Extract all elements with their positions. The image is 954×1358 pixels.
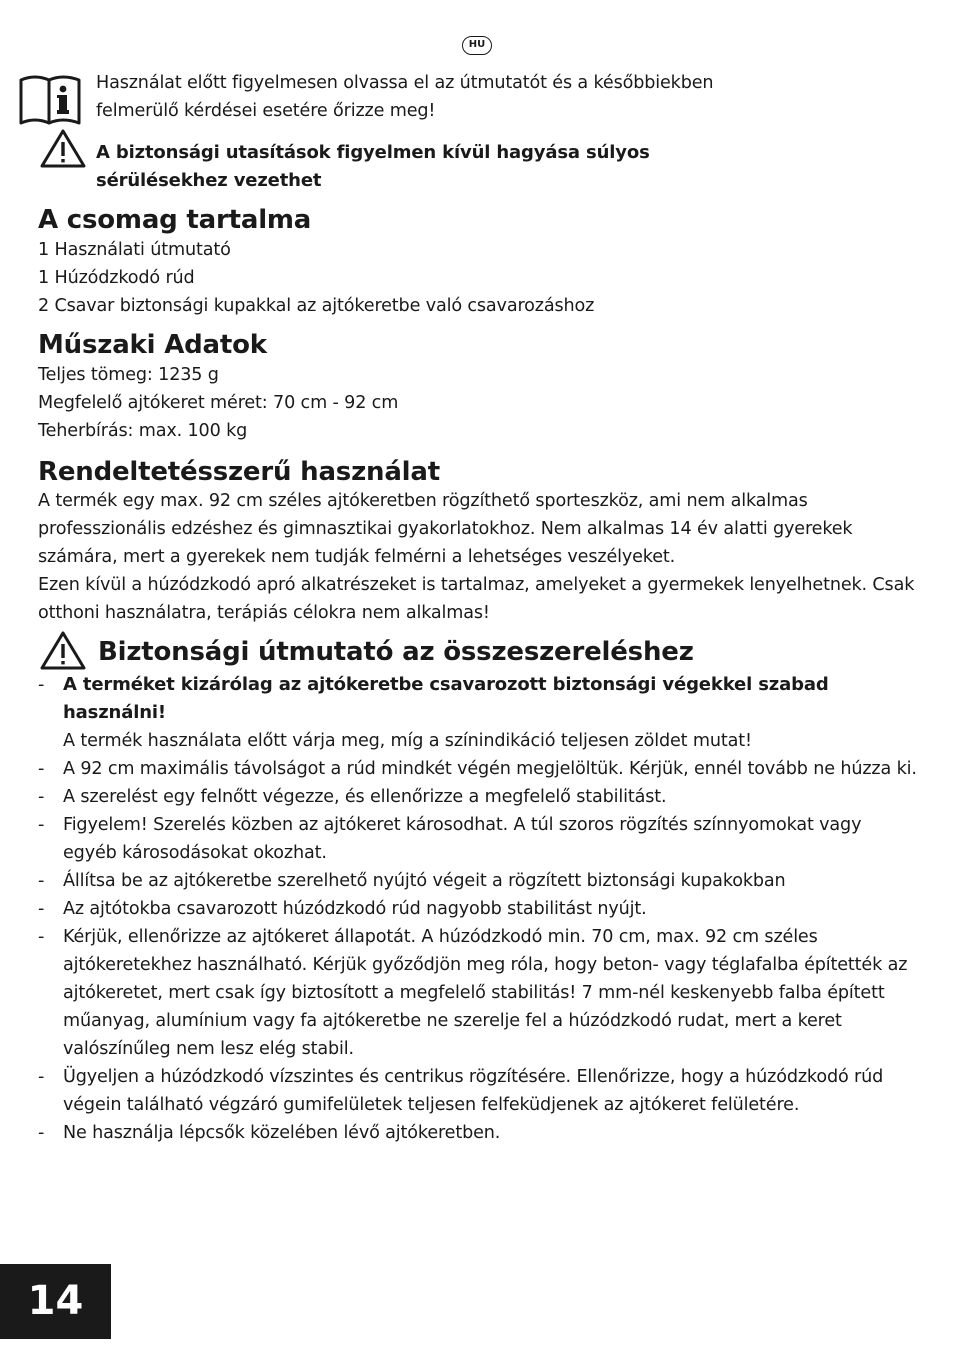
instruction-text: Kérjük, ellenőrizze az ajtókeret állapotát. A húzódzkodó min. 70 cm, max. 92 cm széles ajtókeretekhez használható. Kérjük győződjön meg róla, hogy beton- vagy téglafalba építették az ajtókeretet, mert csak így biztosított a megfelelő stabilitás! 7 mm-nél keskenyebb falba épített műanyag, alumínium vagy fa ajtókeretbe ne szerelje fel a húzódzkodó rudat, mert a keret valószínűleg nem lesz elég stabil.: [63, 927, 908, 1059]
bullet-dash: -: [38, 1067, 45, 1087]
safety-warning-text: A biztonsági utasítások figyelmen kívül hagyása súlyos sérülésekhez vezethet: [96, 142, 650, 191]
contents-list: [38, 236, 918, 320]
instruction-text: Állítsa be az ajtókeretbe szerelhető nyújtó végeit a rögzített biztonsági kupakokban: [63, 871, 786, 891]
instruction-text: A szerelést egy felnőtt végezze, és ellenőrizze a megfelelő stabilitást.: [63, 787, 667, 807]
list-item: [38, 923, 918, 1063]
instruction-text: Figyelem! Szerelés közben az ajtókeret károsodhat. A túl szoros rögzítés színnyomokat vagy egyéb károsodásokat okozhat.: [63, 815, 862, 863]
instruction-text: Ne használja lépcsők közelében lévő ajtókeretben.: [63, 1123, 501, 1143]
specs-heading: Műszaki Adatok: [38, 330, 267, 360]
intended-use-text: [38, 487, 918, 627]
bullet-dash: -: [38, 927, 45, 947]
list-item: [38, 895, 918, 923]
list-item: 1 Használati útmutató: [38, 240, 231, 260]
instruction-text: Ügyeljen a húzódzkodó vízszintes és centrikus rögzítésére. Ellenőrizze, hogy a húzódzkodó rúd végein található végzáró gumifelületek teljesen felfeküdjenek az ajtókeret felületére.: [63, 1067, 884, 1115]
list-item: [38, 867, 918, 895]
language-badge: HU: [462, 36, 492, 55]
list-item: 1 Húzódzkodó rúd: [38, 268, 195, 288]
intended-use-heading: Rendeltetésszerű használat: [38, 457, 440, 487]
bullet-dash: -: [38, 787, 45, 807]
list-item: [38, 783, 918, 811]
instruction-text: A termék használata előtt várja meg, míg a színindikáció teljesen zöldet mutat!: [63, 731, 752, 751]
warning-triangle-icon: [40, 630, 86, 670]
safety-list: [38, 671, 918, 1147]
safety-heading: Biztonsági útmutató az összeszereléshez: [98, 637, 694, 667]
list-item: [38, 671, 918, 755]
instruction-text: A 92 cm maximális távolságot a rúd mindkét végén megjelöltük. Kérjük, ennél tovább ne húzza ki.: [63, 759, 917, 779]
bullet-dash: -: [38, 759, 45, 779]
list-item: [38, 1119, 918, 1147]
bold-instruction: A terméket kizárólag az ajtókeretbe csavarozott biztonsági végekkel szabad használni!: [63, 674, 829, 723]
bullet-dash: -: [38, 675, 45, 695]
list-item: 2 Csavar biztonsági kupakkal az ajtókeretbe való csavarozáshoz: [38, 296, 595, 316]
list-item: Megfelelő ajtókeret méret: 70 cm - 92 cm: [38, 393, 399, 413]
page-number: 14: [0, 1264, 111, 1339]
list-item: [38, 811, 918, 867]
instruction-text: Az ajtótokba csavarozott húzódzkodó rúd nagyobb stabilitást nyújt.: [63, 899, 647, 919]
list-item: Teljes tömeg: 1235 g: [38, 365, 219, 385]
specs-list: [38, 361, 918, 445]
list-item: [38, 755, 918, 783]
intro-info-text: Használat előtt figyelmesen olvassa el az útmutatót és a későbbiekben felmerülő kérdései esetére őrizze meg!: [96, 73, 714, 121]
paragraph: Ezen kívül a húzódzkodó apró alkatrészeket is tartalmaz, amelyeket a gyermekek lenyelhetnek. Csak otthoni használatra, terápiás célokra nem alkalmas!: [38, 575, 915, 623]
bullet-dash: -: [38, 815, 45, 835]
bullet-dash: -: [38, 1123, 45, 1143]
list-item: Teherbírás: max. 100 kg: [38, 421, 248, 441]
bullet-dash: -: [38, 871, 45, 891]
warning-triangle-icon: [40, 128, 86, 168]
bullet-dash: -: [38, 899, 45, 919]
contents-heading: A csomag tartalma: [38, 205, 312, 235]
info-book-icon: [18, 72, 82, 126]
paragraph: A termék egy max. 92 cm széles ajtókeretben rögzíthető sporteszköz, ami nem alkalmas professzionális edzéshez és gimnasztikai gyakorlatokhoz. Nem alkalmas 14 év alatti gyerekek számára, mert a gyerekek nem tudják felmérni a lehetséges veszélyeket.: [38, 491, 853, 567]
list-item: [38, 1063, 918, 1119]
